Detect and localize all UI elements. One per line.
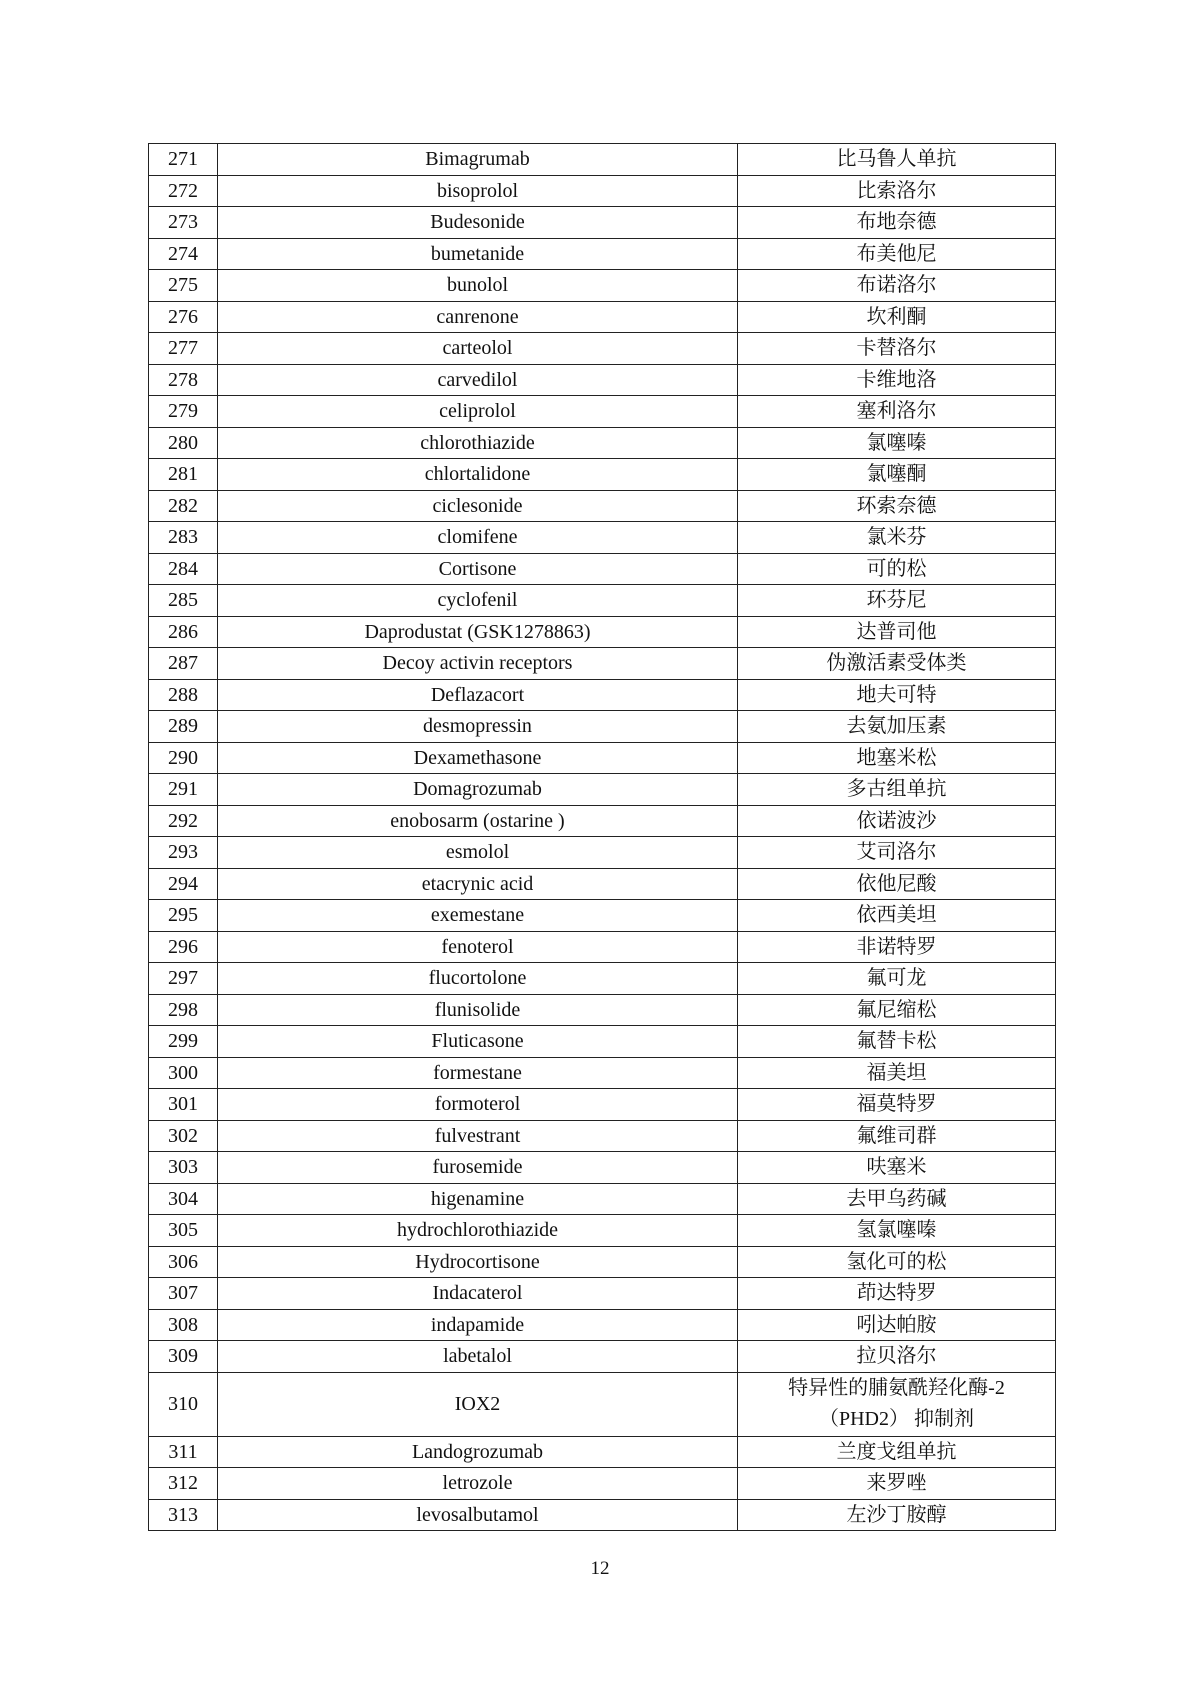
english-name: higenamine bbox=[218, 1183, 738, 1215]
row-number: 304 bbox=[149, 1183, 218, 1215]
chinese-name-line: 塞利洛尔 bbox=[856, 400, 937, 423]
chinese-name-line: 去氨加压素 bbox=[846, 715, 947, 738]
row-number: 278 bbox=[149, 364, 218, 396]
table-row bbox=[149, 301, 1056, 333]
table-body bbox=[149, 144, 1056, 1531]
table-row bbox=[149, 774, 1056, 806]
row-number: 271 bbox=[149, 144, 218, 176]
chinese-name-line: 氟可龙 bbox=[866, 967, 927, 990]
chinese-name-line: 依西美坦 bbox=[856, 904, 937, 927]
row-number: 295 bbox=[149, 900, 218, 932]
chinese-name bbox=[738, 1215, 1056, 1247]
chinese-name bbox=[738, 333, 1056, 365]
chinese-name-line: 布美他尼 bbox=[856, 242, 937, 265]
chinese-name-line: 去甲乌药碱 bbox=[846, 1187, 947, 1210]
row-number: 311 bbox=[149, 1436, 218, 1468]
chinese-name-line: 氯米芬 bbox=[866, 526, 927, 549]
english-name: levosalbutamol bbox=[218, 1499, 738, 1531]
row-number: 312 bbox=[149, 1468, 218, 1500]
chinese-name-line: 吲达帕胺 bbox=[856, 1313, 937, 1336]
chinese-name-line: 伪激活素受体类 bbox=[826, 652, 967, 675]
chinese-name bbox=[738, 963, 1056, 995]
english-name: clomifene bbox=[218, 522, 738, 554]
chinese-name-line: 茚达特罗 bbox=[856, 1282, 937, 1305]
chinese-name bbox=[738, 1309, 1056, 1341]
chinese-name bbox=[738, 1468, 1056, 1500]
chinese-name-line: 可的松 bbox=[866, 557, 927, 580]
english-name: Budesonide bbox=[218, 207, 738, 239]
english-name: carvedilol bbox=[218, 364, 738, 396]
table-row bbox=[149, 1120, 1056, 1152]
row-number: 274 bbox=[149, 238, 218, 270]
table-row bbox=[149, 144, 1056, 176]
english-name: flucortolone bbox=[218, 963, 738, 995]
english-name: cyclofenil bbox=[218, 585, 738, 617]
english-name: desmopressin bbox=[218, 711, 738, 743]
chinese-name-line: 达普司他 bbox=[856, 620, 937, 643]
chinese-name bbox=[738, 1436, 1056, 1468]
table-row bbox=[149, 1246, 1056, 1278]
table-row bbox=[149, 1057, 1056, 1089]
row-number: 296 bbox=[149, 931, 218, 963]
table-row bbox=[149, 1278, 1056, 1310]
english-name: chlortalidone bbox=[218, 459, 738, 491]
row-number: 302 bbox=[149, 1120, 218, 1152]
chinese-name-line: 来罗唑 bbox=[866, 1472, 927, 1495]
table-row bbox=[149, 868, 1056, 900]
chinese-name bbox=[738, 1278, 1056, 1310]
table-row bbox=[149, 585, 1056, 617]
table-row bbox=[149, 711, 1056, 743]
english-name: carteolol bbox=[218, 333, 738, 365]
english-name: canrenone bbox=[218, 301, 738, 333]
chinese-name bbox=[738, 1341, 1056, 1373]
table-row bbox=[149, 805, 1056, 837]
chinese-name-line: 布地奈德 bbox=[856, 211, 937, 234]
table-row bbox=[149, 522, 1056, 554]
chinese-name-line: 艾司洛尔 bbox=[856, 841, 937, 864]
row-number: 288 bbox=[149, 679, 218, 711]
table-row bbox=[149, 963, 1056, 995]
english-name: fulvestrant bbox=[218, 1120, 738, 1152]
table-row bbox=[149, 1215, 1056, 1247]
chinese-name-line: 非诺特罗 bbox=[856, 935, 937, 958]
english-name: bunolol bbox=[218, 270, 738, 302]
chinese-name-line: 卡维地洛 bbox=[856, 368, 937, 391]
chinese-name bbox=[738, 1089, 1056, 1121]
english-name: Decoy activin receptors bbox=[218, 648, 738, 680]
chinese-name bbox=[738, 1246, 1056, 1278]
chinese-name bbox=[738, 270, 1056, 302]
table-row bbox=[149, 1499, 1056, 1531]
row-number: 301 bbox=[149, 1089, 218, 1121]
english-name: formestane bbox=[218, 1057, 738, 1089]
english-name: bisoprolol bbox=[218, 175, 738, 207]
drug-list-table bbox=[148, 143, 1056, 1531]
chinese-name bbox=[738, 459, 1056, 491]
chinese-name bbox=[738, 301, 1056, 333]
chinese-name bbox=[738, 931, 1056, 963]
chinese-name bbox=[738, 900, 1056, 932]
english-name: Daprodustat (GSK1278863) bbox=[218, 616, 738, 648]
row-number: 292 bbox=[149, 805, 218, 837]
table-row bbox=[149, 648, 1056, 680]
chinese-name-line: 依诺波沙 bbox=[856, 809, 937, 832]
english-name: Dexamethasone bbox=[218, 742, 738, 774]
english-name: flunisolide bbox=[218, 994, 738, 1026]
table-row bbox=[149, 175, 1056, 207]
chinese-name-line: （PHD2） 抑制剂 bbox=[818, 1408, 974, 1430]
chinese-name-line: 氯噻酮 bbox=[866, 463, 927, 486]
table-row bbox=[149, 994, 1056, 1026]
row-number: 287 bbox=[149, 648, 218, 680]
chinese-name bbox=[738, 1499, 1056, 1531]
table-row bbox=[149, 837, 1056, 869]
chinese-name-line: 氟尼缩松 bbox=[856, 998, 937, 1021]
chinese-name bbox=[738, 837, 1056, 869]
chinese-name bbox=[738, 490, 1056, 522]
row-number: 310 bbox=[149, 1372, 218, 1436]
chinese-name bbox=[738, 1057, 1056, 1089]
chinese-name bbox=[738, 994, 1056, 1026]
table-row bbox=[149, 900, 1056, 932]
table-row bbox=[149, 238, 1056, 270]
row-number: 276 bbox=[149, 301, 218, 333]
chinese-name bbox=[738, 1152, 1056, 1184]
table-row bbox=[149, 1341, 1056, 1373]
row-number: 289 bbox=[149, 711, 218, 743]
chinese-name-line: 布诺洛尔 bbox=[856, 274, 937, 297]
english-name: esmolol bbox=[218, 837, 738, 869]
chinese-name bbox=[738, 396, 1056, 428]
chinese-name bbox=[738, 175, 1056, 207]
chinese-name-line: 兰度戈组单抗 bbox=[836, 1440, 957, 1463]
chinese-name bbox=[738, 207, 1056, 239]
english-name: bumetanide bbox=[218, 238, 738, 270]
table-row bbox=[149, 333, 1056, 365]
row-number: 273 bbox=[149, 207, 218, 239]
row-number: 291 bbox=[149, 774, 218, 806]
table-row bbox=[149, 679, 1056, 711]
english-name: Landogrozumab bbox=[218, 1436, 738, 1468]
chinese-name bbox=[738, 144, 1056, 176]
row-number: 298 bbox=[149, 994, 218, 1026]
row-number: 275 bbox=[149, 270, 218, 302]
chinese-name-line: 福莫特罗 bbox=[856, 1093, 937, 1116]
chinese-name bbox=[738, 1026, 1056, 1058]
chinese-name-line: 左沙丁胺醇 bbox=[846, 1503, 947, 1526]
english-name: Bimagrumab bbox=[218, 144, 738, 176]
chinese-name bbox=[738, 585, 1056, 617]
english-name: indapamide bbox=[218, 1309, 738, 1341]
english-name: fenoterol bbox=[218, 931, 738, 963]
row-number: 306 bbox=[149, 1246, 218, 1278]
chinese-name-line: 坎利酮 bbox=[866, 305, 927, 328]
chinese-name bbox=[738, 522, 1056, 554]
row-number: 277 bbox=[149, 333, 218, 365]
chinese-name-line: 地塞米松 bbox=[856, 746, 937, 769]
english-name: Fluticasone bbox=[218, 1026, 738, 1058]
english-name: Hydrocortisone bbox=[218, 1246, 738, 1278]
row-number: 305 bbox=[149, 1215, 218, 1247]
row-number: 279 bbox=[149, 396, 218, 428]
row-number: 309 bbox=[149, 1341, 218, 1373]
row-number: 281 bbox=[149, 459, 218, 491]
table-row bbox=[149, 364, 1056, 396]
table-row bbox=[149, 616, 1056, 648]
chinese-name bbox=[738, 774, 1056, 806]
row-number: 299 bbox=[149, 1026, 218, 1058]
chinese-name-line: 比马鲁人单抗 bbox=[836, 148, 957, 171]
drug-list-table-container bbox=[148, 143, 1054, 1531]
chinese-name-line: 氟维司群 bbox=[856, 1124, 937, 1147]
chinese-name bbox=[738, 1372, 1056, 1436]
english-name: labetalol bbox=[218, 1341, 738, 1373]
row-number: 282 bbox=[149, 490, 218, 522]
table-row bbox=[149, 553, 1056, 585]
table-row bbox=[149, 459, 1056, 491]
chinese-name-line: 氟替卡松 bbox=[856, 1030, 937, 1053]
chinese-name bbox=[738, 742, 1056, 774]
chinese-name bbox=[738, 868, 1056, 900]
row-number: 285 bbox=[149, 585, 218, 617]
table-row bbox=[149, 1309, 1056, 1341]
chinese-name bbox=[738, 616, 1056, 648]
english-name: formoterol bbox=[218, 1089, 738, 1121]
table-row bbox=[149, 742, 1056, 774]
row-number: 283 bbox=[149, 522, 218, 554]
row-number: 294 bbox=[149, 868, 218, 900]
chinese-name bbox=[738, 1120, 1056, 1152]
table-row bbox=[149, 1436, 1056, 1468]
english-name: Domagrozumab bbox=[218, 774, 738, 806]
chinese-name-line: 呋塞米 bbox=[866, 1156, 927, 1179]
chinese-name bbox=[738, 648, 1056, 680]
chinese-name-line: 地夫可特 bbox=[856, 683, 937, 706]
page-number: 12 bbox=[590, 1558, 610, 1579]
row-number: 307 bbox=[149, 1278, 218, 1310]
chinese-name-line: 特异性的脯氨酰羟化酶-2 bbox=[788, 1377, 1005, 1399]
table-row bbox=[149, 270, 1056, 302]
chinese-name-line: 氯噻嗪 bbox=[866, 431, 927, 454]
table-row bbox=[149, 1152, 1056, 1184]
table-row bbox=[149, 427, 1056, 459]
chinese-name bbox=[738, 553, 1056, 585]
row-number: 303 bbox=[149, 1152, 218, 1184]
english-name: hydrochlorothiazide bbox=[218, 1215, 738, 1247]
english-name: chlorothiazide bbox=[218, 427, 738, 459]
chinese-name-line: 拉贝洛尔 bbox=[856, 1345, 937, 1368]
table-row bbox=[149, 931, 1056, 963]
chinese-name bbox=[738, 1183, 1056, 1215]
row-number: 290 bbox=[149, 742, 218, 774]
english-name: etacrynic acid bbox=[218, 868, 738, 900]
row-number: 300 bbox=[149, 1057, 218, 1089]
row-number: 293 bbox=[149, 837, 218, 869]
chinese-name bbox=[738, 805, 1056, 837]
chinese-name-line: 氢化可的松 bbox=[846, 1250, 947, 1273]
table-row bbox=[149, 1183, 1056, 1215]
english-name: celiprolol bbox=[218, 396, 738, 428]
row-number: 286 bbox=[149, 616, 218, 648]
chinese-name-line: 依他尼酸 bbox=[856, 872, 937, 895]
chinese-name-line: 卡替洛尔 bbox=[856, 337, 937, 360]
english-name: exemestane bbox=[218, 900, 738, 932]
table-row bbox=[149, 396, 1056, 428]
chinese-name-line: 福美坦 bbox=[866, 1061, 927, 1084]
row-number: 297 bbox=[149, 963, 218, 995]
english-name: Indacaterol bbox=[218, 1278, 738, 1310]
chinese-name bbox=[738, 711, 1056, 743]
chinese-name-line: 环索奈德 bbox=[856, 494, 937, 517]
table-row bbox=[149, 207, 1056, 239]
row-number: 308 bbox=[149, 1309, 218, 1341]
table-row bbox=[149, 1468, 1056, 1500]
english-name: Cortisone bbox=[218, 553, 738, 585]
english-name: IOX2 bbox=[218, 1372, 738, 1436]
table-row bbox=[149, 1372, 1056, 1436]
row-number: 313 bbox=[149, 1499, 218, 1531]
chinese-name-line: 比索洛尔 bbox=[856, 179, 937, 202]
english-name: enobosarm (ostarine ) bbox=[218, 805, 738, 837]
row-number: 284 bbox=[149, 553, 218, 585]
english-name: Deflazacort bbox=[218, 679, 738, 711]
table-row bbox=[149, 490, 1056, 522]
english-name: ciclesonide bbox=[218, 490, 738, 522]
english-name: furosemide bbox=[218, 1152, 738, 1184]
chinese-name bbox=[738, 679, 1056, 711]
chinese-name-line: 氢氯噻嗪 bbox=[856, 1219, 937, 1242]
row-number: 272 bbox=[149, 175, 218, 207]
english-name: letrozole bbox=[218, 1468, 738, 1500]
table-row bbox=[149, 1089, 1056, 1121]
chinese-name bbox=[738, 427, 1056, 459]
chinese-name bbox=[738, 364, 1056, 396]
chinese-name-line: 多古组单抗 bbox=[846, 778, 947, 801]
chinese-name-line: 环芬尼 bbox=[866, 589, 927, 612]
chinese-name bbox=[738, 238, 1056, 270]
row-number: 280 bbox=[149, 427, 218, 459]
table-row bbox=[149, 1026, 1056, 1058]
